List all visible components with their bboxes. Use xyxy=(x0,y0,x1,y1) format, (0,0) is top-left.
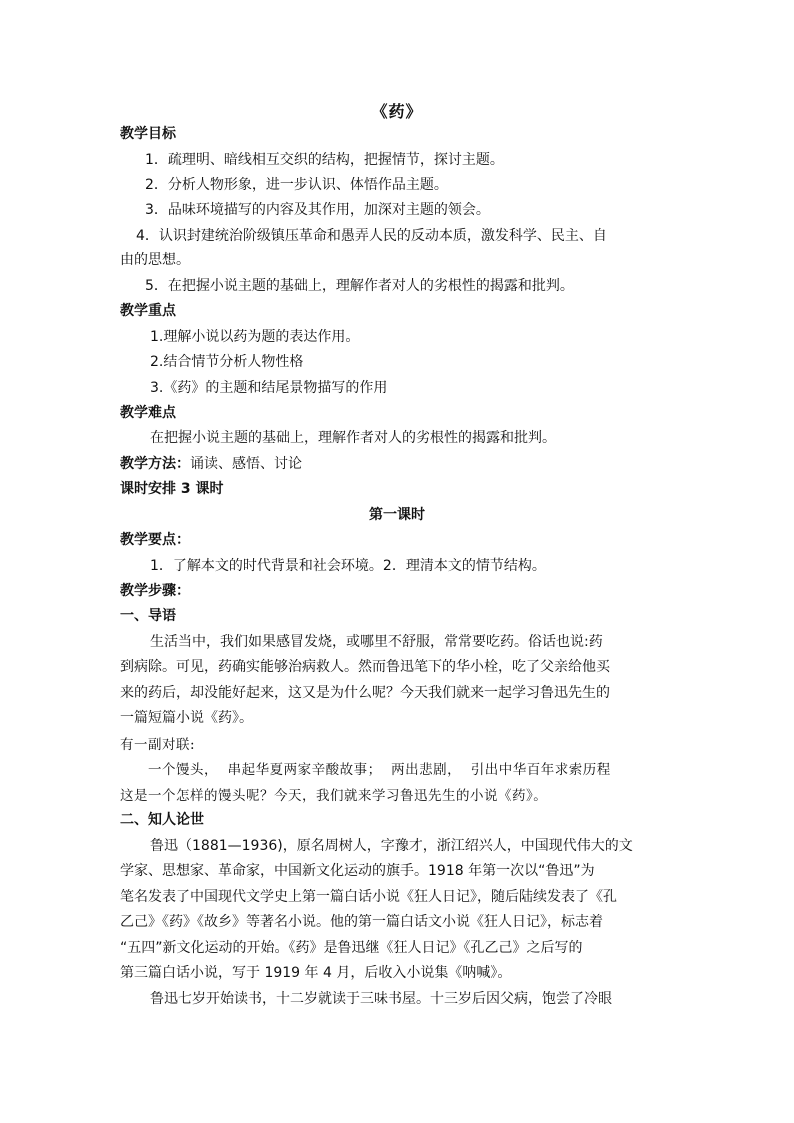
section2-paragraph-line-6: 第三篇白话小说，写于 1919 年 4 月，后收入小说集《呐喊》。 xyxy=(120,965,512,981)
methods-text: 诵读、感悟、讨论 xyxy=(190,456,302,472)
couplet-follow: 这是一个怎样的馒头呢？今天，我们就来学习鲁迅先生的小说《药》。 xyxy=(120,788,548,804)
goal-item-4-continued: 由的思想。 xyxy=(120,252,190,268)
goal-item-2: 2．分析人物形象，进一步认识、体悟作品主题。 xyxy=(145,177,448,193)
couplet-intro: 有一副对联: xyxy=(120,737,196,753)
section1-heading: 一、导语 xyxy=(120,608,176,624)
key-point-1: 1.理解小说以药为题的表达作用。 xyxy=(150,329,360,345)
section2-paragraph-line-3: 笔名发表了中国现代文学史上第一篇白话小说《狂人日记》，随后陆续发表了《孔 xyxy=(120,889,617,905)
section1-paragraph-line-2: 到病除。可见，药确实能够治病救人。然而鲁迅笔下的华小栓，吃了父亲给他买 xyxy=(120,659,610,675)
section1-paragraph-line-3: 来的药后，却没能好起来，这又是为什么呢？今天我们就来一起学习鲁迅先生的 xyxy=(120,685,610,701)
couplet-line: 一个馒头， 串起华夏两家辛酸故事； 两出悲剧， 引出中华百年求索历程 xyxy=(148,762,611,778)
goal-item-3: 3．品味环境描写的内容及其作用，加深对主题的领会。 xyxy=(145,202,490,218)
section2-paragraph-line-5: “五四”新文化运动的开始。《药》是鲁迅继《狂人日记》《孔乙己》之后写的 xyxy=(120,940,583,956)
difficulty-text: 在把握小说主题的基础上，理解作者对人的劣根性的揭露和批判。 xyxy=(150,430,556,446)
section2-paragraph2-line-1: 鲁迅七岁开始读书，十二岁就读于三味书屋。十三岁后因父病，饱尝了冷眼 xyxy=(150,991,612,1007)
document-title: 《药》 xyxy=(371,102,423,121)
difficulty-heading: 教学难点 xyxy=(120,405,176,421)
lesson1-points-text: 1．了解本文的时代背景和社会环境。2．理清本文的情节结构。 xyxy=(150,558,546,574)
section1-paragraph-line-1: 生活当中，我们如果感冒发烧，或哪里不舒服，常常要吃药。俗话也说:药 xyxy=(150,634,603,650)
key-point-2: 2.结合情节分析人物性格 xyxy=(150,354,304,370)
schedule-label: 课时安排 xyxy=(120,481,176,497)
lesson1-steps-label: 教学步骤： xyxy=(120,583,190,599)
schedule-line xyxy=(120,479,224,499)
methods-line xyxy=(120,454,302,474)
section2-paragraph-line-4: 乙己》《药》《故乡》等著名小说。他的第一篇白话文小说《狂人日记》，标志着 xyxy=(120,914,603,930)
section2-paragraph-line-2: 学家、思想家、革命家，中国新文化运动的旗手。1918 年第一次以“鲁迅”为 xyxy=(120,863,595,879)
key-point-3: 3.《药》的主题和结尾景物描写的作用 xyxy=(150,380,388,396)
goal-item-4: 4．认识封建统治阶级镇压革命和愚弄人民的反动本质，激发科学、民主、自 xyxy=(136,228,607,244)
lesson1-points-label: 教学要点： xyxy=(120,532,190,548)
methods-label: 教学方法： xyxy=(120,456,190,472)
goal-item-5: 5．在把握小说主题的基础上，理解作者对人的劣根性的揭露和批判。 xyxy=(145,278,574,294)
goal-item-1: 1．疏理明、暗线相互交织的结构，把握情节，探讨主题。 xyxy=(145,152,504,168)
goals-heading: 教学目标 xyxy=(120,126,176,142)
section1-paragraph-line-4: 一篇短篇小说《药》。 xyxy=(120,710,253,726)
section2-paragraph-line-1: 鲁迅（1881—1936)，原名周树人，字豫才，浙江绍兴人，中国现代伟大的文 xyxy=(150,838,633,854)
key-points-heading: 教学重点 xyxy=(120,303,176,319)
schedule-text: 3 课时 xyxy=(176,481,224,497)
lesson1-heading: 第一课时 xyxy=(369,507,425,523)
section2-heading: 二、知人论世 xyxy=(120,812,204,828)
